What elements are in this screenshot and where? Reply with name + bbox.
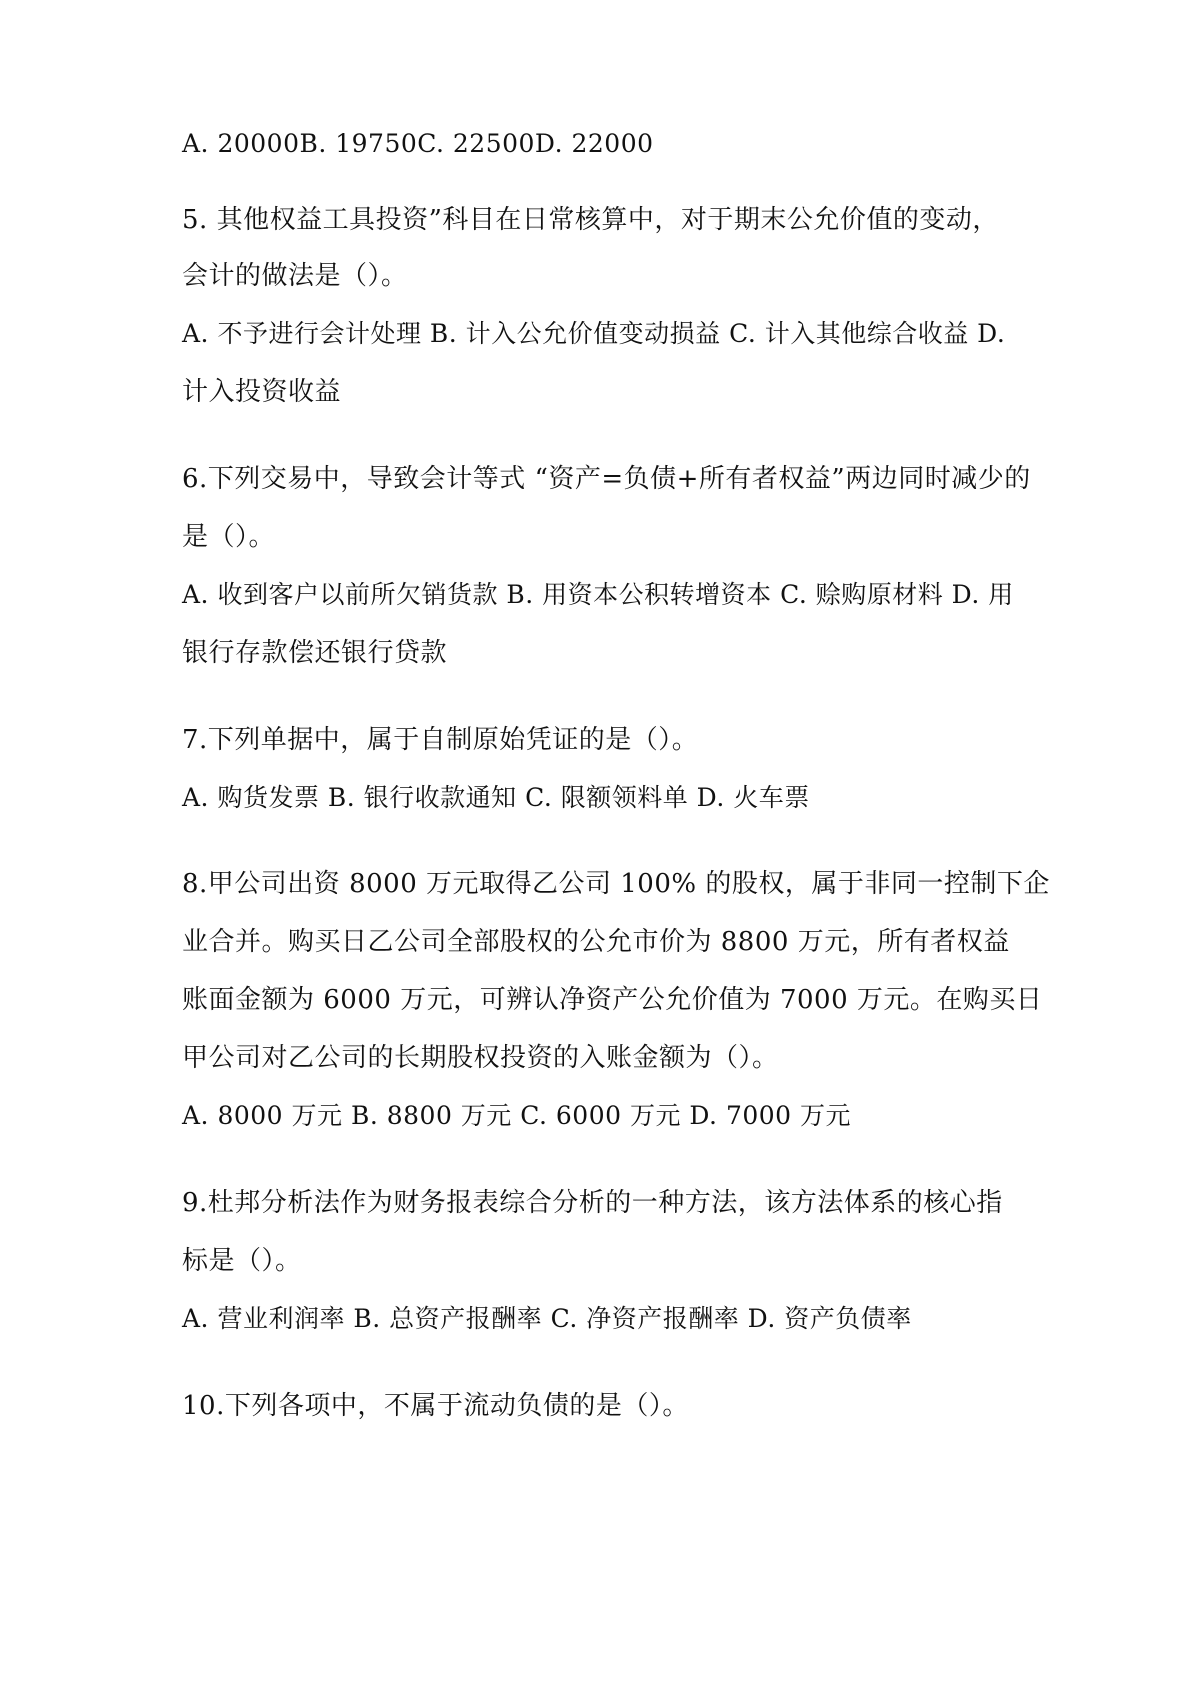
q5-options-line1: A. 不予进行会计处理 B. 计入公允价值变动损益 C. 计入其他综合收益 D.: [182, 319, 1006, 348]
q9-stem-line1: 9.杜邦分析法作为财务报表综合分析的一种方法，该方法体系的核心指: [182, 1188, 1003, 1218]
q7-stem-line1: 7.下列单据中，属于自制原始凭证的是（）。: [182, 725, 699, 755]
q8-stem-line3: 账面金额为 6000 万元，可辨认净资产公允价值为 7000 万元。在购买日: [182, 985, 1043, 1015]
q4-options: A. 20000B. 19750C. 22500D. 22000: [182, 129, 654, 158]
q8-stem-line4: 甲公司对乙公司的长期股权投资的入账金额为（）。: [182, 1043, 779, 1073]
q6-stem-line1: 6.下列交易中，导致会计等式 “资产=负债+所有者权益”两边同时减少的: [182, 464, 1031, 494]
q8-stem-line2: 业合并。购买日乙公司全部股权的公允市价为 8800 万元，所有者权益: [182, 927, 1010, 957]
q7-options-line1: A. 购货发票 B. 银行收款通知 C. 限额领料单 D. 火车票: [182, 783, 810, 812]
q9-stem-line2: 标是（）。: [182, 1246, 302, 1276]
q5-stem-line2: 会计的做法是（）。: [182, 261, 408, 291]
q9-options-line1: A. 营业利润率 B. 总资产报酬率 C. 净资产报酬率 D. 资产负债率: [182, 1304, 912, 1333]
q6-stem-line2: 是（）。: [182, 522, 276, 552]
q6-options-line1: A. 收到客户以前所欠销货款 B. 用资本公积转增资本 C. 赊购原材料 D. 用: [182, 580, 1014, 609]
q8-options-line1: A. 8000 万元 B. 8800 万元 C. 6000 万元 D. 7000 万元: [182, 1101, 852, 1130]
q8-stem-line1: 8.甲公司出资 8000 万元取得乙公司 100% 的股权，属于非同一控制下企: [182, 869, 1050, 899]
q10-stem-line1: 10.下列各项中，不属于流动负债的是（）。: [182, 1391, 689, 1421]
q5-options-line2: 计入投资收益: [182, 377, 342, 407]
q6-options-line2: 银行存款偿还银行贷款: [182, 638, 448, 668]
q5-stem-line1: 5. 其他权益工具投资”科目在日常核算中，对于期末公允价值的变动，: [182, 205, 999, 235]
